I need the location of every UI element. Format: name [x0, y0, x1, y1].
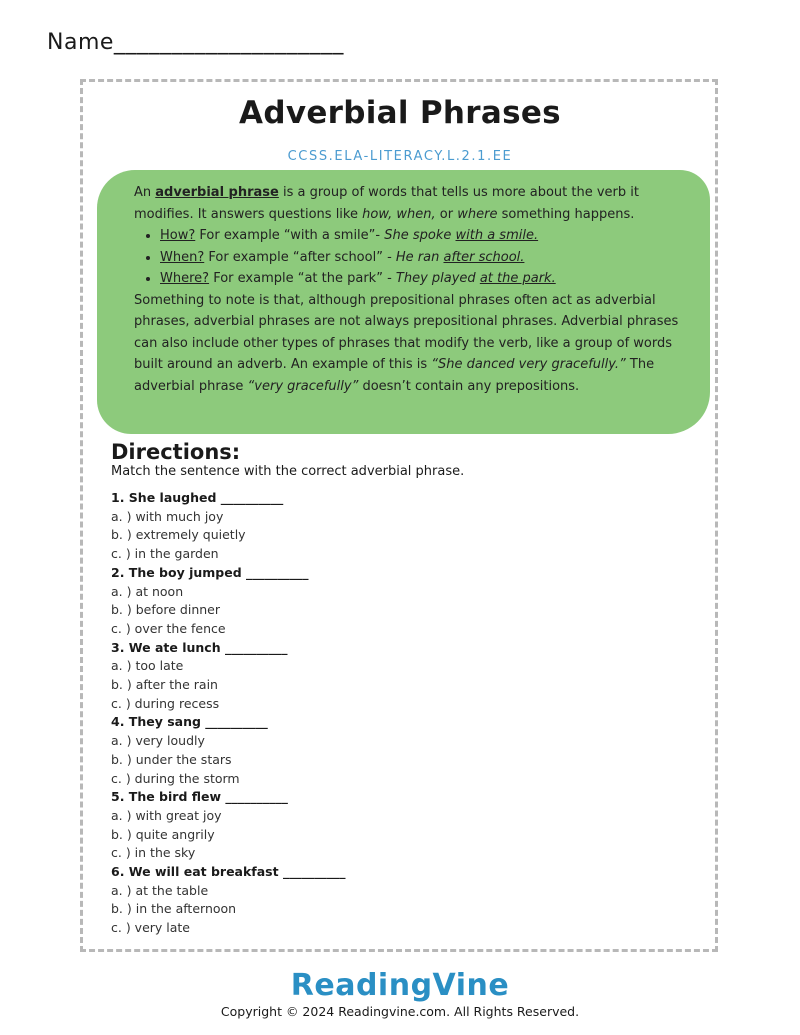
example-text: For example “at the park” -	[209, 271, 396, 286]
info-example: “very gracefully”	[247, 378, 359, 394]
directions-heading: Directions:	[111, 440, 241, 464]
info-text: An	[134, 185, 156, 200]
readingvine-logo	[0, 968, 800, 1003]
name-label: Name	[47, 30, 114, 55]
info-text: Something to note is that, although prepositional phrases often act as adverbial phrases, adverbial phrases are not always prepositional phrases. Adverbial phrases can also include other types of phrases that modify the verb, like a group of words built around an adverb. An example of this is	[134, 292, 679, 372]
info-text: something happens.	[497, 206, 635, 222]
example-item	[160, 247, 688, 269]
question	[111, 713, 345, 788]
example-question: When?	[160, 249, 205, 265]
question-label: 6. We will eat breakfast __________	[111, 864, 346, 880]
info-text: or	[435, 206, 458, 222]
answer-option[interactable]: a. ) too late	[111, 658, 184, 674]
answer-option[interactable]: c. ) in the garden	[111, 546, 219, 562]
info-how: how,	[362, 206, 393, 222]
info-paragraph-1	[134, 182, 688, 225]
copyright-notice: Copyright © 2024 Readingvine.com. All Rights Reserved.	[220, 1004, 580, 1019]
answer-option[interactable]: c. ) during the storm	[111, 770, 240, 786]
example-question: Where?	[160, 271, 210, 286]
page-title: Adverbial Phrases	[239, 95, 561, 131]
answer-option[interactable]: b. ) under the stars	[111, 751, 232, 767]
info-text: is a group of words that tells us more about the verb it modifies. It answers questions like	[134, 185, 639, 222]
logo-text-reading: Reading	[290, 968, 433, 1003]
info-box	[97, 170, 710, 434]
directions-text: Match the sentence with the correct adverbial phrase.	[111, 464, 465, 479]
answer-option[interactable]: b. ) extremely quietly	[111, 527, 246, 543]
info-text: doesn’t contain any prepositions.	[358, 378, 580, 394]
example-question: How?	[160, 228, 196, 243]
example-sentence: She spoke	[384, 228, 456, 243]
question-label: 1. She laughed __________	[111, 490, 284, 505]
answer-option[interactable]: a. ) very loudly	[111, 733, 205, 749]
answer-option[interactable]: b. ) in the afternoon	[111, 901, 237, 917]
info-paragraph-2	[134, 290, 688, 398]
answer-option[interactable]: a. ) with much joy	[111, 508, 224, 524]
info-when: when,	[396, 206, 436, 222]
logo-text-vine: Vine	[432, 968, 510, 1003]
question-label: 4. They sang __________	[111, 714, 268, 730]
question-list	[111, 489, 345, 938]
question	[111, 639, 345, 714]
question	[111, 788, 345, 863]
term-highlight: adverbial phrase	[155, 185, 279, 200]
example-phrase: at the park.	[479, 271, 556, 286]
example-sentence: They played	[395, 271, 480, 286]
answer-option[interactable]: b. ) after the rain	[111, 677, 218, 693]
answer-option[interactable]: c. ) very late	[111, 920, 190, 936]
example-item	[160, 225, 688, 247]
info-text: The adverbial phrase	[134, 357, 655, 394]
question	[111, 863, 345, 938]
answer-option[interactable]: b. ) before dinner	[111, 602, 221, 618]
name-field[interactable]	[47, 30, 344, 55]
example-sentence: He ran	[395, 249, 444, 265]
answer-option[interactable]: c. ) over the fence	[111, 620, 226, 636]
answer-option[interactable]: b. ) quite angrily	[111, 826, 215, 842]
example-item	[160, 268, 688, 290]
info-example: “She danced very gracefully.”	[431, 357, 626, 372]
question	[111, 489, 345, 564]
example-phrase: with a smile.	[455, 228, 539, 243]
question-label: 3. We ate lunch __________	[111, 639, 288, 655]
example-text: For example “with a smile”-	[195, 228, 385, 243]
name-blank[interactable]: ____________________	[113, 30, 344, 55]
standard-code: CCSS.ELA-LITERACY.L.2.1.EE	[287, 149, 513, 164]
example-text: For example “after school” -	[204, 249, 396, 265]
answer-option[interactable]: c. ) in the sky	[111, 845, 196, 861]
answer-option[interactable]: c. ) during recess	[111, 695, 220, 711]
answer-option[interactable]: a. ) at the table	[111, 882, 209, 898]
answer-option[interactable]: a. ) with great joy	[111, 807, 222, 823]
example-list	[134, 225, 688, 290]
info-where: where	[457, 206, 498, 222]
question	[111, 564, 345, 639]
example-phrase: after school.	[443, 249, 525, 265]
question-label: 2. The boy jumped __________	[111, 564, 309, 580]
answer-option[interactable]: a. ) at noon	[111, 583, 184, 599]
question-label: 5. The bird flew __________	[111, 789, 288, 805]
